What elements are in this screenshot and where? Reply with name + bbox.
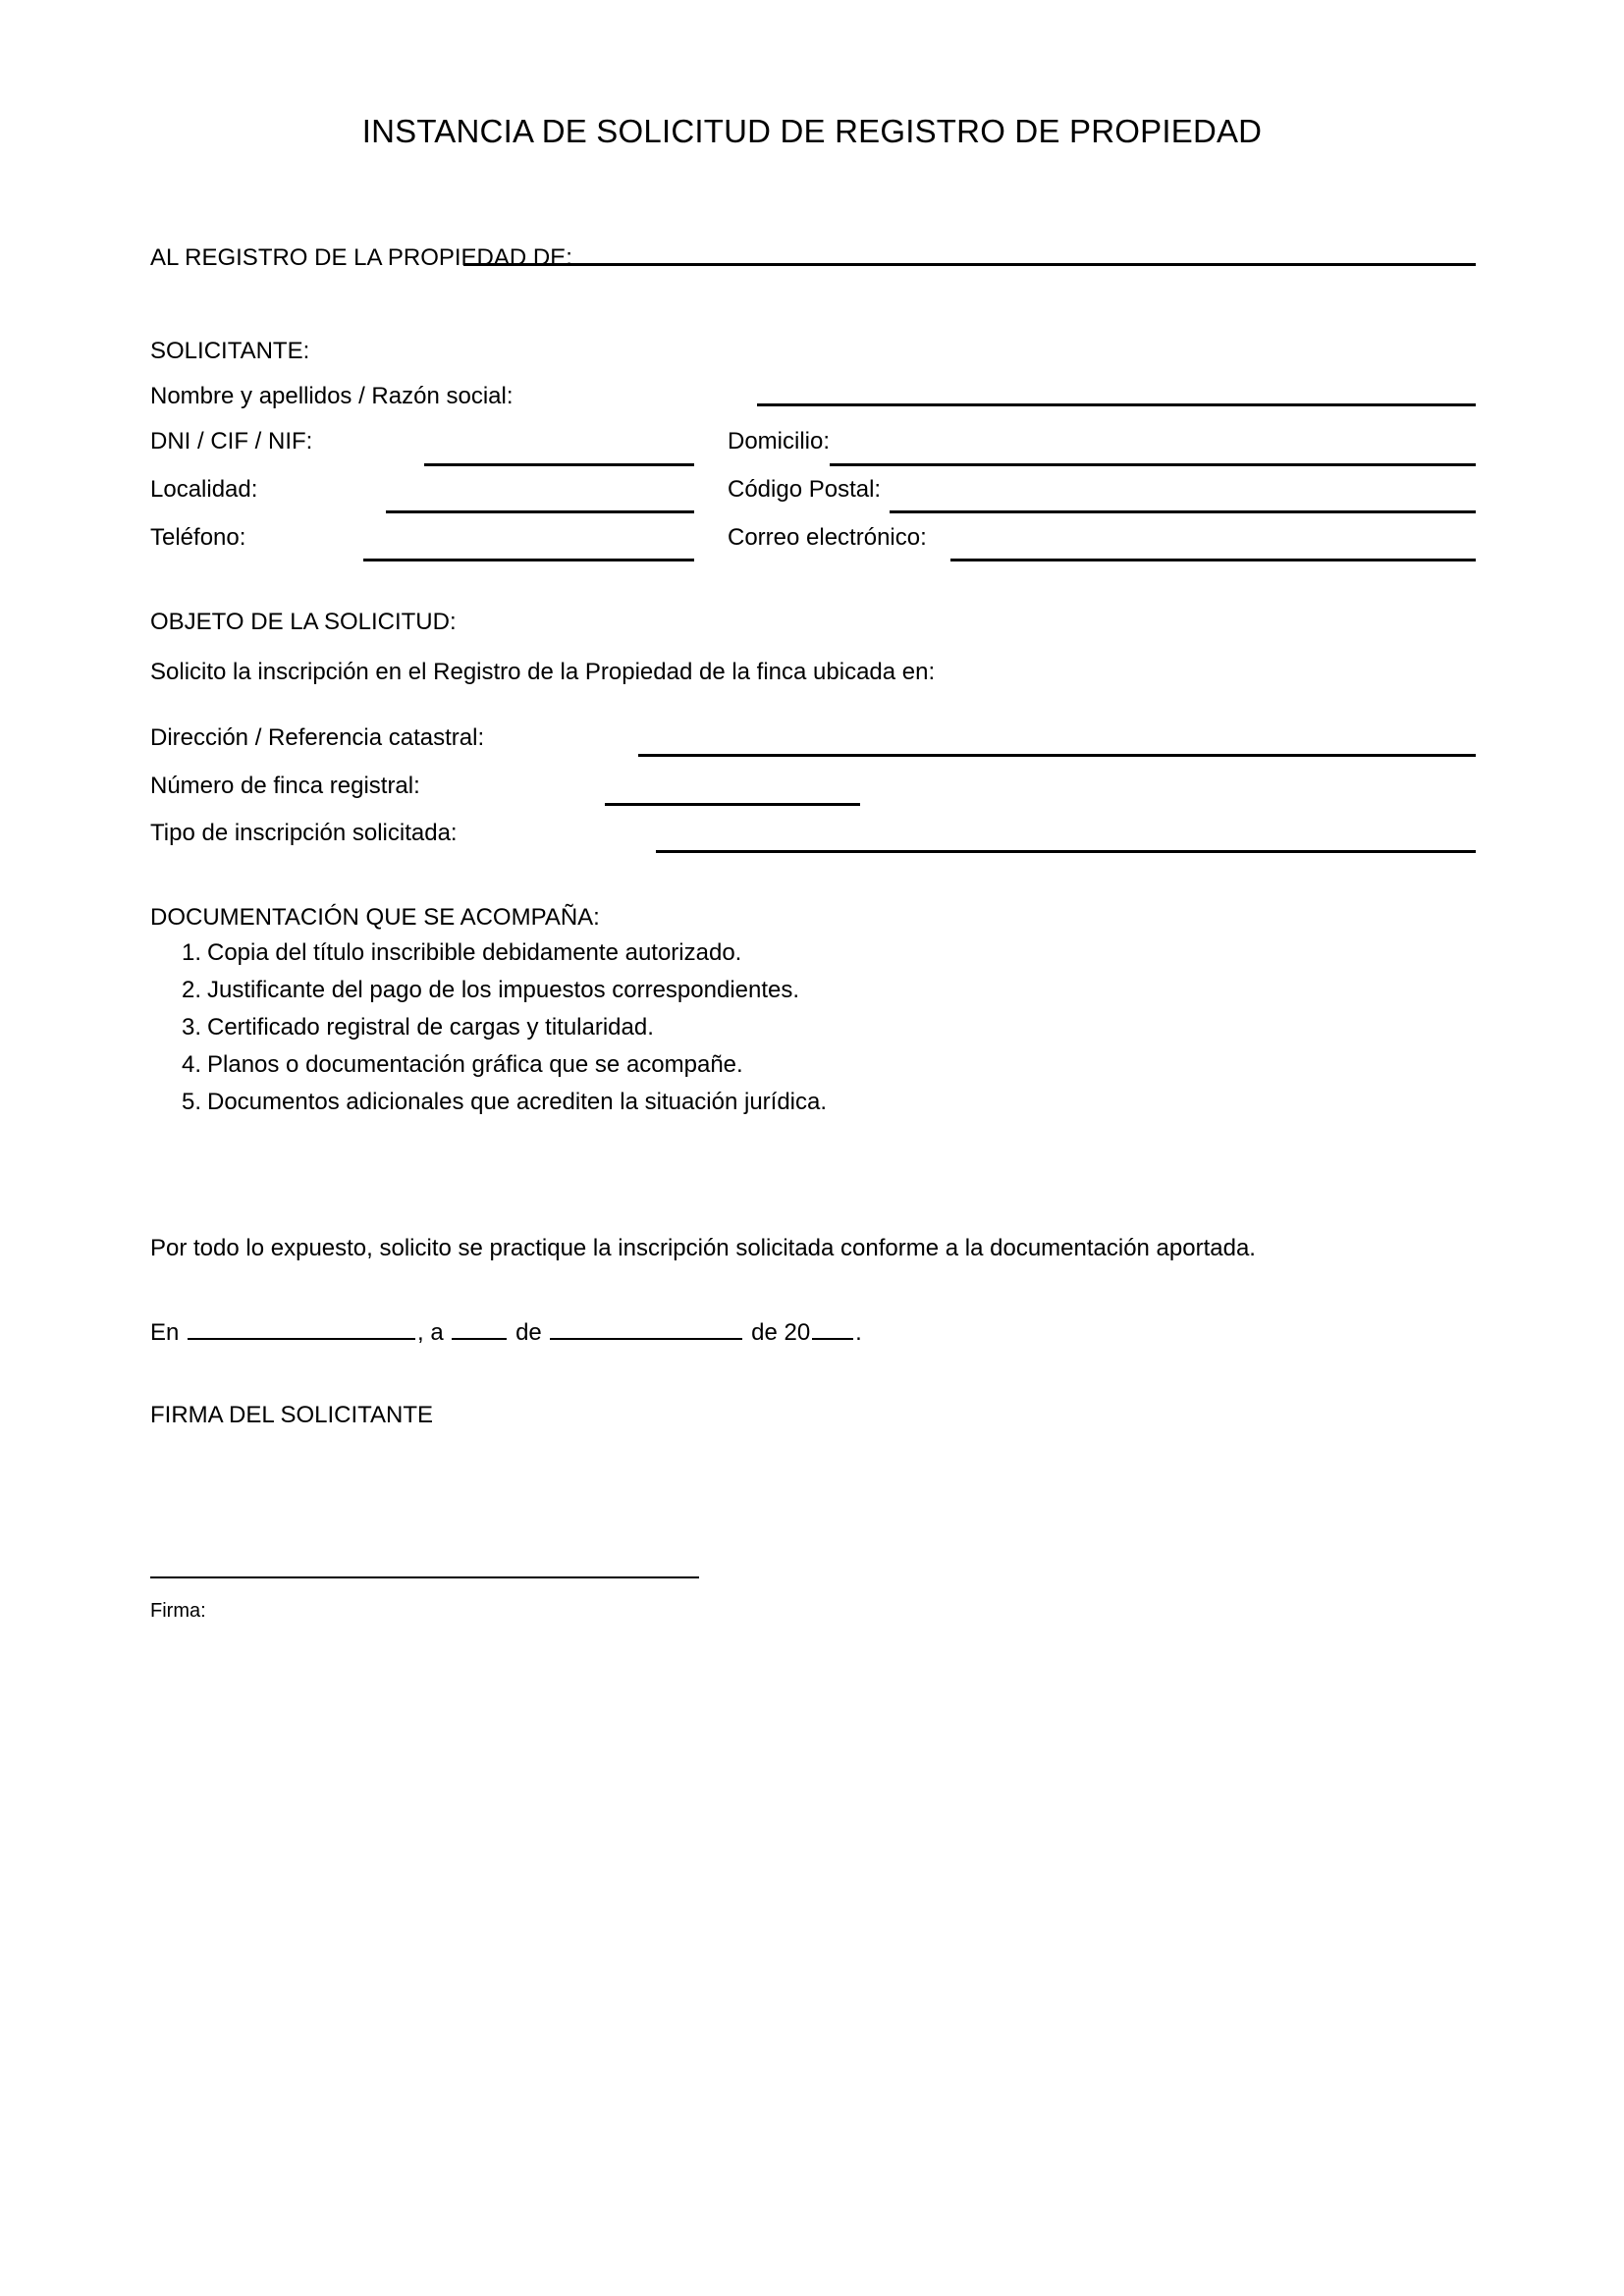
date-sep-a: , a	[417, 1319, 444, 1346]
applicant-postal-code-rule[interactable]	[890, 510, 1476, 513]
inscription-type-label: Tipo de inscripción solicitada:	[150, 820, 458, 846]
list-item	[150, 1009, 827, 1046]
applicant-id-rule[interactable]	[424, 463, 694, 466]
list-item-number: 5.	[182, 1089, 202, 1115]
list-item-text: Copia del título inscribible debidamente autorizado.	[207, 939, 742, 966]
applicant-postal-code-label: Código Postal:	[728, 476, 882, 503]
signature-label: Firma:	[150, 1600, 206, 1622]
list-item-number: 4.	[182, 1051, 202, 1078]
page-title: INSTANCIA DE SOLICITUD DE REGISTRO DE PROPIEDAD	[361, 113, 1263, 149]
place-blank[interactable]	[188, 1316, 415, 1340]
registry-destination-label: AL REGISTRO DE LA PROPIEDAD DE:	[150, 244, 572, 271]
documentation-list	[150, 934, 827, 1121]
applicant-phone-label: Teléfono:	[150, 524, 246, 551]
applicant-address-rule[interactable]	[830, 463, 1476, 466]
applicant-email-rule[interactable]	[950, 559, 1476, 561]
list-item-number: 3.	[182, 1014, 202, 1041]
property-address-label: Dirección / Referencia catastral:	[150, 724, 485, 751]
date-suffix: .	[855, 1319, 862, 1346]
closing-statement: Por todo lo expuesto, solicito se practique la inscripción solicitada conforme a la documentación aportada.	[150, 1235, 1256, 1261]
list-item-number: 1.	[182, 939, 202, 966]
signature-heading: FIRMA DEL SOLICITANTE	[150, 1402, 434, 1428]
date-sep-de-1: de	[515, 1319, 542, 1346]
list-item	[150, 1084, 827, 1121]
month-blank[interactable]	[550, 1316, 742, 1340]
applicant-city-label: Localidad:	[150, 476, 258, 503]
list-item-text: Planos o documentación gráfica que se acompañe.	[207, 1051, 743, 1078]
applicant-name-rule[interactable]	[757, 403, 1476, 406]
documentation-heading: DOCUMENTACIÓN QUE SE ACOMPAÑA:	[150, 904, 600, 931]
date-line	[150, 1316, 862, 1349]
list-item-text: Documentos adicionales que acrediten la situación jurídica.	[207, 1089, 828, 1115]
property-address-rule[interactable]	[638, 754, 1476, 757]
registry-number-label: Número de finca registral:	[150, 773, 420, 799]
date-sep-de-2: de 20	[751, 1319, 811, 1346]
day-blank[interactable]	[452, 1316, 507, 1340]
date-prefix: En	[150, 1319, 180, 1346]
inscription-type-rule[interactable]	[656, 850, 1476, 853]
request-heading: OBJETO DE LA SOLICITUD:	[150, 609, 457, 635]
list-item-text: Certificado registral de cargas y titularidad.	[207, 1014, 654, 1041]
year-blank[interactable]	[812, 1316, 853, 1340]
applicant-city-rule[interactable]	[386, 510, 694, 513]
registry-destination-rule[interactable]	[463, 263, 1476, 266]
applicant-id-label: DNI / CIF / NIF:	[150, 428, 313, 454]
list-item	[150, 1046, 827, 1084]
applicant-name-label: Nombre y apellidos / Razón social:	[150, 383, 514, 409]
signature-rule[interactable]	[150, 1576, 699, 1578]
request-intro-text: Solicito la inscripción en el Registro de la Propiedad de la finca ubicada en:	[150, 659, 936, 685]
list-item	[150, 972, 827, 1009]
list-item	[150, 934, 827, 972]
list-item-text: Justificante del pago de los impuestos correspondientes.	[207, 977, 800, 1003]
applicant-address-label: Domicilio:	[728, 428, 831, 454]
registry-number-rule[interactable]	[605, 803, 860, 806]
list-item-number: 2.	[182, 977, 202, 1003]
applicant-email-label: Correo electrónico:	[728, 524, 927, 551]
applicant-heading: SOLICITANTE:	[150, 338, 310, 364]
applicant-phone-rule[interactable]	[363, 559, 694, 561]
